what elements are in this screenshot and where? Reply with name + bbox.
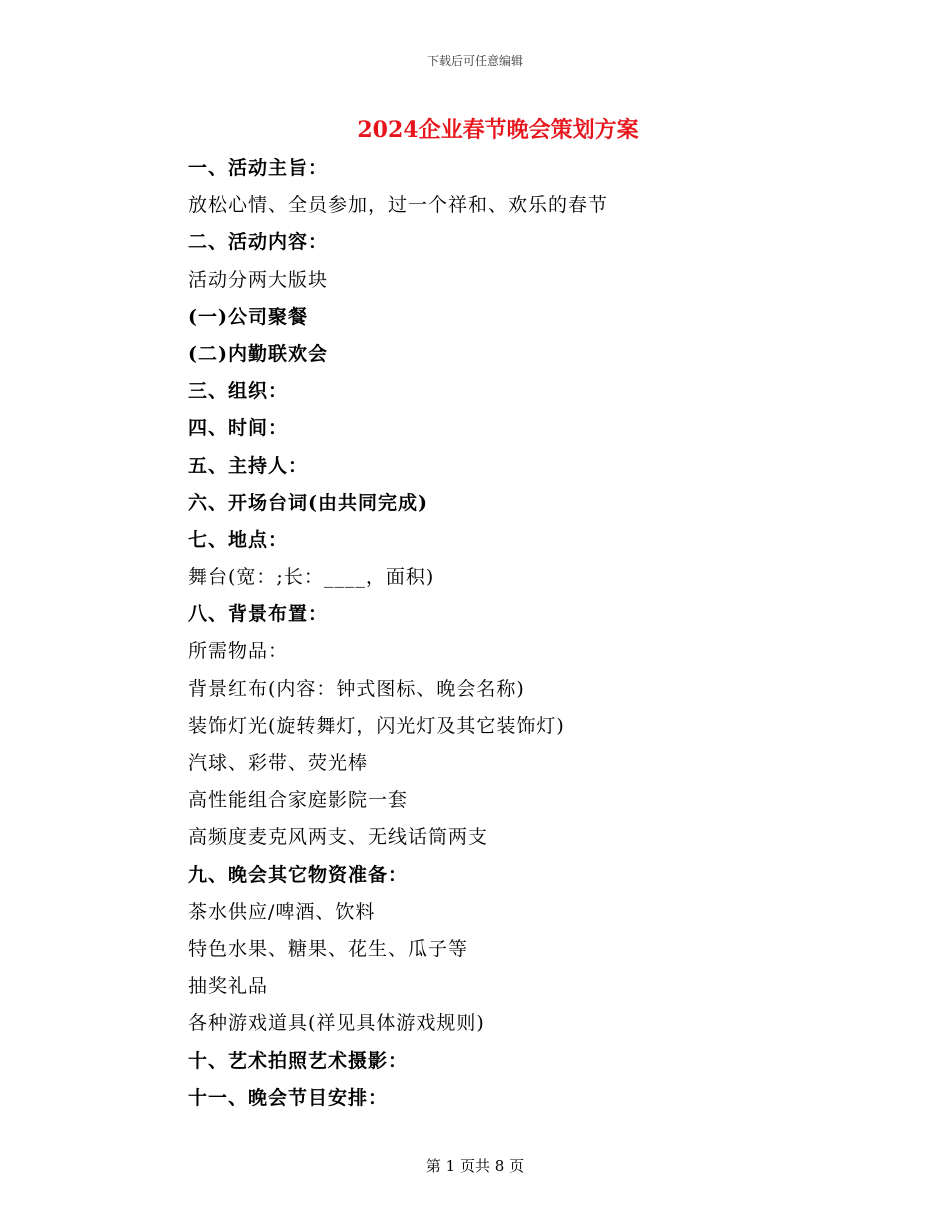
- page-footer-number: 第 1 页共 8 页: [425, 1157, 525, 1175]
- section-heading-purpose: 一、活动主旨：: [188, 157, 329, 179]
- section-heading-supplies: 九、晚会其它物资准备：: [188, 863, 409, 886]
- body-line: 茶水供应/啤酒、饮料: [188, 900, 376, 923]
- body-line: 高性能组合家庭影院一套: [188, 789, 409, 812]
- body-line: 背景红布(内容：钟式图标、晚会名称): [188, 677, 525, 700]
- body-line: 各种游戏道具(祥见具体游戏规则): [188, 1012, 485, 1035]
- document-title: 2024企业春节晚会策划方案: [357, 117, 639, 143]
- document-body: [188, 150, 888, 1117]
- section-heading-organization: 三、组织：: [188, 380, 289, 403]
- section-heading-time: 四、时间：: [188, 417, 289, 440]
- section-heading-host: 五、主持人：: [188, 454, 309, 477]
- body-line: 活动分两大版块: [188, 268, 329, 291]
- subsection-heading: (一)公司聚餐: [188, 305, 308, 328]
- body-line: 高频度麦克风两支、无线话筒两支: [188, 826, 489, 849]
- body-line: 舞台(宽：;长：____，面积): [188, 566, 435, 589]
- section-heading-venue: 七、地点：: [188, 528, 289, 551]
- section-heading-content: 二、活动内容：: [188, 231, 329, 254]
- body-line: 特色水果、糖果、花生、瓜子等: [188, 937, 469, 960]
- page-header-note: 下载后可任意编辑: [426, 54, 523, 68]
- body-line: 装饰灯光(旋转舞灯，闪光灯及其它装饰灯): [188, 714, 565, 737]
- section-heading-opening: 六、开场台词(由共同完成): [188, 491, 428, 514]
- body-line: 所需物品：: [188, 640, 289, 663]
- subsection-heading: (二)内勤联欢会: [188, 342, 328, 365]
- body-line: 放松心情、全员参加，过一个祥和、欢乐的春节: [188, 194, 609, 217]
- body-line: 汽球、彩带、荧光棒: [188, 752, 369, 774]
- section-heading-backdrop: 八、背景布置：: [188, 603, 329, 626]
- section-heading-photography: 十、艺术拍照艺术摄影：: [188, 1049, 409, 1072]
- section-heading-program: 十一、晚会节目安排：: [188, 1086, 389, 1109]
- body-line: 抽奖礼品: [188, 975, 269, 998]
